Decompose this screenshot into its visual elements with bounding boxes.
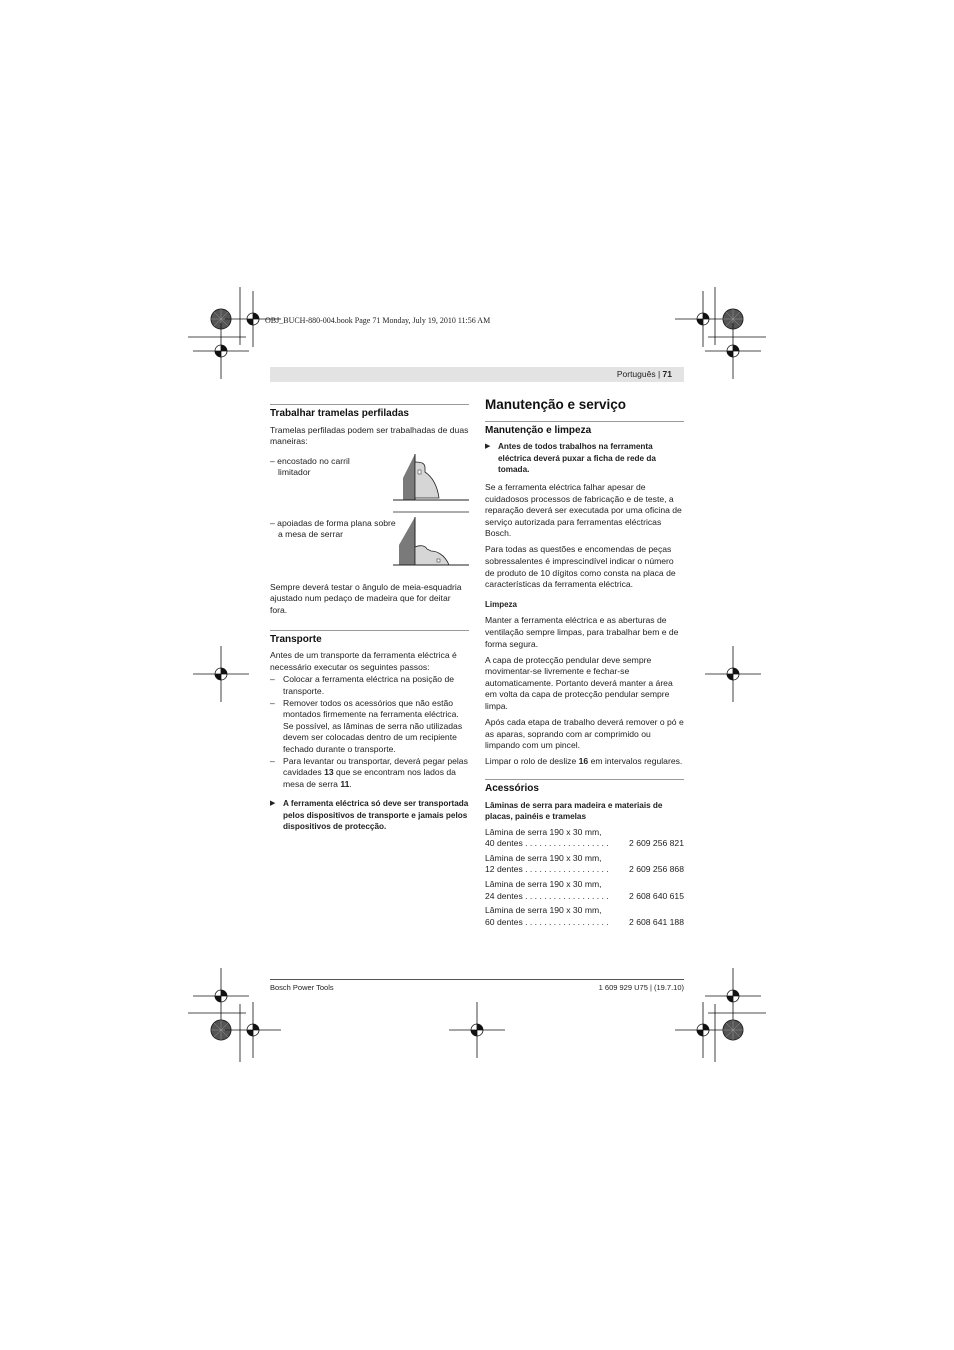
cleaning-ref-16: 16 (578, 756, 589, 767)
footer-doc-number: 1 609 929 U75 | (19.7.10) (598, 983, 684, 992)
warning-arrow-icon: ▶ (270, 800, 276, 808)
flat-illustration (393, 517, 469, 577)
page-number: 71 (662, 369, 672, 379)
transport-step-2 (270, 698, 469, 756)
profiled-after: Sempre deverá testar o ângulo de meia-esquadria ajustado num pedaço de madeira que for deitar fora. (270, 581, 462, 615)
left-column (270, 404, 469, 833)
accessory-item (485, 827, 684, 850)
step3-ref-13: 13 (324, 767, 334, 778)
page-header (617, 369, 672, 379)
accessory-item (485, 853, 684, 876)
transport-warning-text: A ferramenta eléctrica só deve ser transportada pelos dispositivos de transporte e jamais pelos dispositivos de protecção. (283, 799, 469, 832)
cleaning-p3: Após cada etapa de trabalho deverá remover o pó e as aparas, soprando com ar comprimido ou limpando com um pincel. (485, 717, 684, 751)
section-title-profiled: Trabalhar tramelas perfiladas (270, 404, 469, 420)
accessory-desc: Lâmina de serra 190 x 30 mm, (485, 852, 602, 863)
option-flat (270, 518, 469, 580)
footer-rule (270, 979, 684, 980)
transport-step-1-text: Colocar a ferramenta eléctrica na posição de transporte. (283, 674, 455, 696)
transport-warning (270, 798, 469, 833)
warning-arrow-icon: ▶ (485, 443, 491, 451)
accessory-teeth: 40 dentes . . . . . . . . . . . . . . . . . . (485, 838, 609, 849)
maintenance-warning-text: Antes de todos trabalhos na ferramenta eléctrica deverá puxar a ficha de rede da tomada. (498, 442, 656, 475)
accessory-teeth: 60 dentes . . . . . . . . . . . . . . . . . . (485, 916, 609, 927)
option-flat-text: – apoiadas de forma plana sobre a mesa de serrar (270, 517, 396, 540)
step3-mid: que se encontram nos lados da mesa de serra (283, 767, 456, 789)
header-language: Português (616, 369, 656, 379)
accessory-code: 2 609 256 821 (629, 838, 684, 849)
accessory-code: 2 608 641 188 (629, 916, 684, 927)
accessory-teeth: 24 dentes . . . . . . . . . . . . . . . . . . (485, 890, 609, 901)
page-title: Manutenção e serviço (485, 397, 627, 412)
right-column (485, 399, 684, 928)
cleaning-p1: Manter a ferramenta eléctrica e as aberturas de ventilação sempre limpas, para trabalhar bem e de forma segura. (485, 615, 679, 649)
section-title-transport: Transporte (270, 630, 469, 646)
accessories-subtitle: Lâminas de serra para madeira e materiais de placas, painéis e tramelas (485, 800, 663, 821)
option-fence (270, 456, 469, 516)
accessory-item (485, 879, 684, 902)
dash-marker: – (270, 755, 275, 766)
cleaning-p4-end: em intervalos regulares. (588, 756, 683, 767)
cleaning-p4 (485, 756, 684, 768)
dash-marker: – (270, 674, 275, 685)
cleaning-p2: A capa de protecção pendular deve sempre movimentar-se livremente e fechar-se automaticamente. Portanto deverá manter a área em volta da capa de protecção pendular sempre limpa. (485, 654, 673, 712)
maintenance-p2: Para todas as questões e encomendas de peças sobressalentes é imprescindível indicar o número de produto de 10 dígitos como consta na placa de características da ferramenta eléctrica. (485, 544, 676, 590)
fence-illustration (393, 454, 469, 514)
maintenance-warning (485, 441, 684, 476)
accessory-code: 2 609 256 868 (629, 864, 684, 875)
accessory-desc: Lâmina de serra 190 x 30 mm, (485, 905, 602, 916)
option-fence-text: – encostado no carril limitador (270, 455, 350, 478)
step3-pre: Para levantar ou transportar, deverá pegar pelas cavidades (283, 755, 468, 778)
cleaning-p4-pre: Limpar o rolo de deslize (485, 756, 579, 767)
transport-step-2-text: Remover todos os acessórios que não estão montados firmemente na ferramenta eléctrica. (283, 697, 459, 720)
header-separator: | (655, 369, 663, 379)
accessory-teeth: 12 dentes . . . . . . . . . . . . . . . . . . (485, 864, 609, 875)
dash-marker: – (270, 697, 275, 708)
accessory-item (485, 905, 684, 928)
maintenance-p1: Se a ferramenta eléctrica falhar apesar de cuidadosos processos de fabricação e de teste, a reparação deverá ser executada por uma oficina de serviço autorizada para ferramentas eléctricas Bosch. (485, 481, 682, 539)
transport-step-1 (270, 674, 469, 697)
step3-end: . (349, 778, 352, 789)
subsection-cleaning: Limpeza (485, 599, 518, 609)
transport-intro: Antes de um transporte da ferramenta eléctrica é necessário executar os seguintes passos: (270, 650, 457, 672)
accessory-code: 2 608 640 615 (629, 890, 684, 901)
section-title-accessories: Acessórios (485, 779, 684, 795)
transport-step-3 (270, 756, 469, 791)
section-title-maintenance: Manutenção e limpeza (485, 421, 684, 437)
print-slug: OBJ_BUCH-880-004.book Page 71 Monday, July 19, 2010 11:56 AM (265, 316, 491, 325)
profiled-intro: Tramelas perfiladas podem ser trabalhadas de duas maneiras: (270, 424, 469, 447)
footer-brand: Bosch Power Tools (270, 983, 334, 992)
accessory-desc: Lâmina de serra 190 x 30 mm, (485, 826, 602, 837)
transport-step-2-note: Se possível, as lâminas de serra não utilizadas devem ser colocadas dentro de um recipiente fechado durante o transporte. (283, 720, 463, 754)
step3-ref-11: 11 (340, 778, 350, 789)
accessory-desc: Lâmina de serra 190 x 30 mm, (485, 879, 602, 889)
